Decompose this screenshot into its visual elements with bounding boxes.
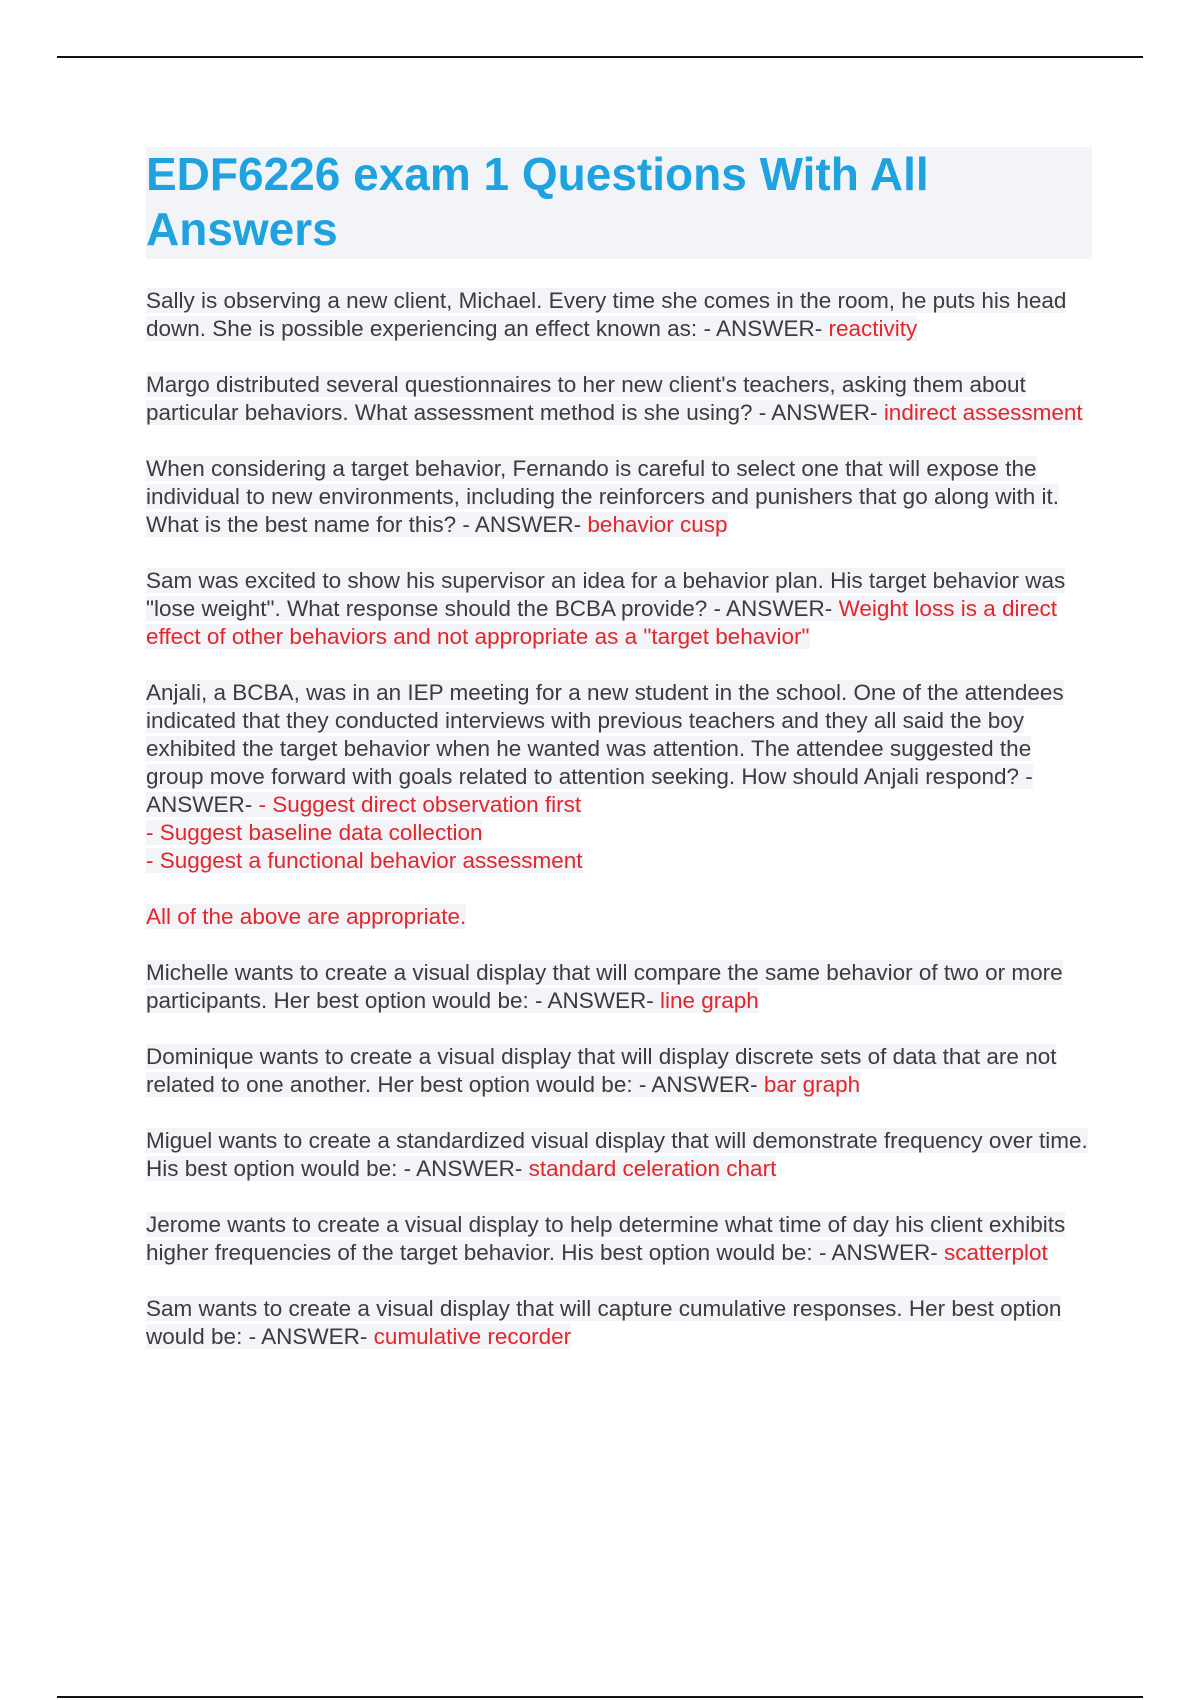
qa-item-2 [146,371,1092,427]
qa-item-3 [146,455,1092,539]
qa-item-8 [146,1127,1092,1183]
title-block [146,147,1092,259]
qa-item-1 [146,287,1092,343]
answer-separator: - ANSWER- [697,316,829,341]
question-text: When considering a target behavior, Fernando is careful to select one that will expose the individual to new environments, including the reinforcers and punishers that go along with it. What is the best name for this? [146,456,1060,537]
answer-separator: - ANSWER- [752,400,884,425]
answer-text: indirect assessment [883,400,1083,425]
answer-separator: - ANSWER- [242,1324,374,1349]
answer-text: Weight loss is a direct effect of other behaviors and not appropriate as a "target behavior" [146,596,1057,649]
answer-separator: - ANSWER- [707,596,839,621]
answer-separator: - ANSWER- [632,1072,764,1097]
answer-text: line graph [660,988,759,1013]
answer-text: standard celeration chart [528,1156,777,1181]
answer-line: - Suggest a functional behavior assessment [146,848,583,873]
answer-text: reactivity [828,316,918,341]
top-rule [57,56,1143,58]
question-text: Michelle wants to create a visual display that will compare the same behavior of two or more participants. Her best option would be: [146,960,1063,1013]
question-text: Sam wants to create a visual display that will capture cumulative responses. Her best option would be: [146,1296,1062,1349]
answer-text: cumulative recorder [373,1324,572,1349]
answer-text: - Suggest direct observation first [258,792,582,817]
question-text: Anjali, a BCBA, was in an IEP meeting for a new student in the school. One of the attendees indicated that they conducted interviews with previous teachers and they all said the boy exhibited the target behavior when he wanted was attention. The attendee suggested the group move forward with goals related to attention seeking. How should Anjali respond? [146,680,1064,789]
qa-item-6 [146,959,1092,1015]
question-text: Miguel wants to create a standardized visual display that will demonstrate frequency over time. His best option would be: [146,1128,1088,1181]
answer-separator: - ANSWER- [456,512,588,537]
question-text: Jerome wants to create a visual display to help determine what time of day his client exhibits higher frequencies of the target behavior. His best option would be: [146,1212,1066,1265]
document-title: EDF6226 exam 1 Questions With All Answers [146,148,929,255]
answer-separator: - ANSWER- [812,1240,944,1265]
bottom-rule [57,1696,1143,1698]
qa-item-10 [146,1295,1092,1351]
question-text: Dominique wants to create a visual display that will display discrete sets of data that are not related to one another. Her best option would be: [146,1044,1057,1097]
answer-separator: - ANSWER- [528,988,660,1013]
answer-separator: - ANSWER- [397,1156,529,1181]
qa-item-4 [146,567,1092,651]
qa-item-7 [146,1043,1092,1099]
question-text: Sam was excited to show his supervisor an idea for a behavior plan. His target behavior was "lose weight". What response should the BCBA provide? [146,568,1066,621]
answer-text: scatterplot [943,1240,1048,1265]
qa-item-9 [146,1211,1092,1267]
question-text: Margo distributed several questionnaires to her new client's teachers, asking them about particular behaviors. What assessment method is she using? [146,372,1026,425]
question-text: Sally is observing a new client, Michael. Every time she comes in the room, he puts his head down. She is possible experiencing an effect known as: [146,288,1067,341]
document-body [146,147,1092,1379]
qa-item-5-extra [146,903,1092,931]
answer-extra-text: All of the above are appropriate. [146,904,467,929]
answer-separator: - ANSWER- [146,764,1033,817]
answer-text: bar graph [763,1072,861,1097]
qa-item-5 [146,679,1092,875]
answer-line: - Suggest baseline data collection [146,820,483,845]
answer-text: behavior cusp [587,512,728,537]
